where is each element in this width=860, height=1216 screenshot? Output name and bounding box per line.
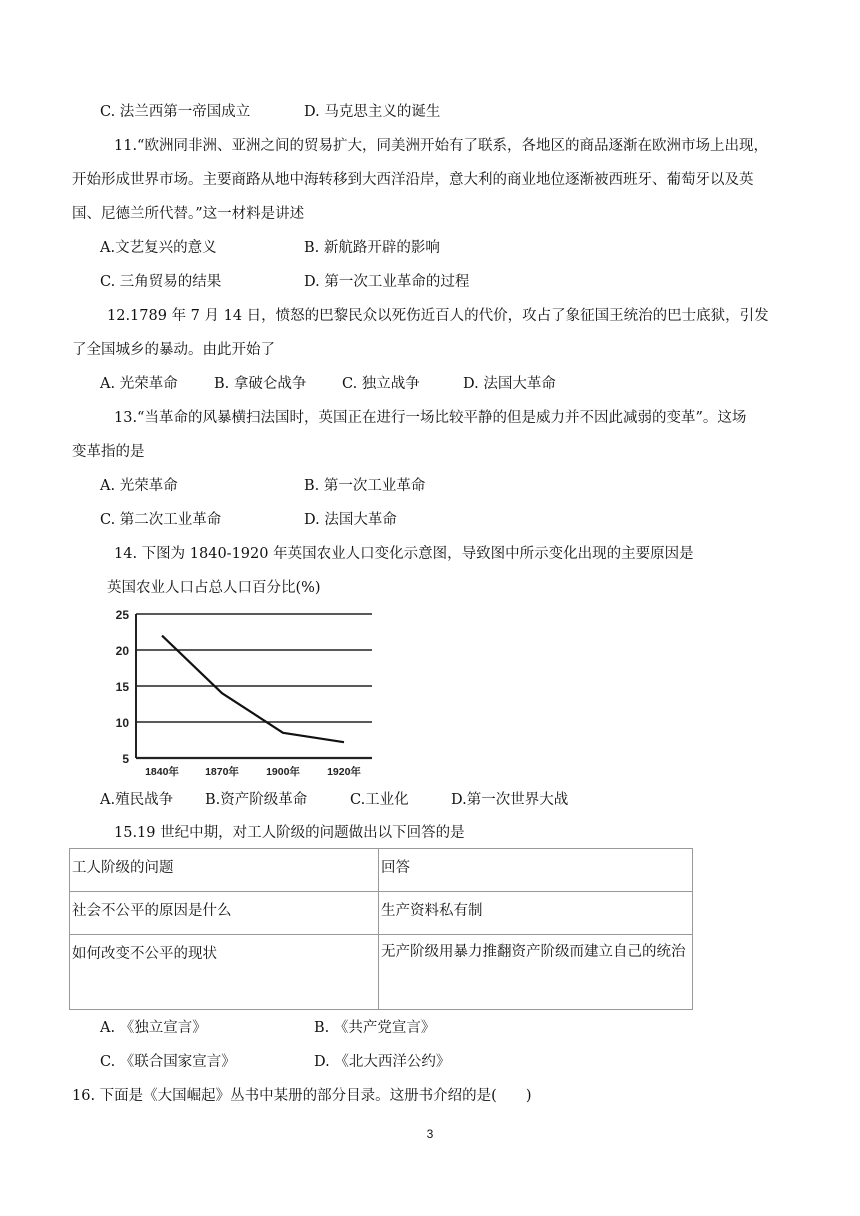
- chart-series: [162, 636, 344, 743]
- chart-x-tick-label: 1840年: [145, 766, 179, 778]
- q11-option-b: B. 新航路开辟的影响: [304, 240, 440, 256]
- q11-option-a: A.文艺复兴的意义: [100, 240, 217, 256]
- q11-option-c: C. 三角贸易的结果: [100, 274, 222, 290]
- q12-stem-line1: 12.1789 年 7 月 14 日，愤怒的巴黎民众以死伤近百人的代价，攻占了象征国王统治的巴士底狱，引发: [107, 308, 769, 324]
- q13-option-c: C. 第二次工业革命: [100, 512, 222, 528]
- agri-population-chart: [100, 605, 390, 780]
- q11-option-d: D. 第一次工业革命的过程: [304, 274, 470, 290]
- q12-option-d: D. 法国大革命: [463, 376, 556, 392]
- q11-stem-line3: 国、尼德兰所代替。”这一材料是讲述: [72, 206, 305, 222]
- chart-y-tick-label: 25: [115, 608, 129, 622]
- chart-title: 英国农业人口占总人口百分比(%): [107, 580, 321, 596]
- q14-option-a: A.殖民战争: [100, 792, 174, 808]
- q13-option-a: A. 光荣革命: [100, 478, 178, 494]
- q13-option-b: B. 第一次工业革命: [304, 478, 426, 494]
- table-header-cell: 工人阶级的问题: [70, 849, 379, 892]
- q15-stem: 15.19 世纪中期，对工人阶级的问题做出以下回答的是: [114, 825, 465, 841]
- q12-option-c: C. 独立战争: [342, 376, 420, 392]
- q13-stem-line1: 13.“当革命的风暴横扫法国时，英国正在进行一场比较平静的但是威力并不因此减弱的变革”。这场: [114, 410, 747, 426]
- chart-x-tick-label: 1870年: [205, 766, 239, 778]
- chart-y-tick-label: 20: [115, 644, 129, 658]
- chart-y-tick-label: 5: [122, 752, 129, 766]
- q10-option-c: C. 法兰西第一帝国成立: [100, 104, 251, 120]
- q13-stem-line2: 变革指的是: [72, 444, 145, 460]
- q14-option-b: B.资产阶级革命: [205, 792, 308, 808]
- table-cell: 如何改变不公平的现状: [70, 935, 379, 1010]
- table-cell: 社会不公平的原因是什么: [70, 892, 379, 935]
- chart-gridlines: [136, 614, 372, 758]
- page-number: 3: [426, 1127, 434, 1141]
- chart-y-ticks: [116, 608, 130, 766]
- table-header-cell: 回答: [379, 849, 693, 892]
- q15-table: [69, 848, 693, 1010]
- chart-x-tick-label: 1900年: [266, 766, 300, 778]
- q16-stem: 16. 下面是《大国崛起》丛书中某册的部分目录。这册书介绍的是( ): [72, 1088, 532, 1104]
- chart-x-tick-label: 1920年: [327, 766, 361, 778]
- q14-option-c: C.工业化: [350, 792, 409, 808]
- q15-option-b: B. 《共产党宣言》: [314, 1020, 436, 1036]
- table-row: [70, 935, 693, 1010]
- q14-stem: 14. 下图为 1840-1920 年英国农业人口变化示意图，导致图中所示变化出现的主要原因是: [114, 546, 694, 562]
- table-cell: 生产资料私有制: [379, 892, 693, 935]
- chart-y-tick-label: 15: [115, 680, 129, 694]
- q15-option-a: A. 《独立宣言》: [100, 1020, 207, 1036]
- q15-option-d: D. 《北大西洋公约》: [314, 1054, 451, 1070]
- table-cell: 无产阶级用暴力推翻资产阶级而建立自己的统治: [379, 935, 693, 1010]
- q11-stem-line2: 开始形成世界市场。主要商路从地中海转移到大西洋沿岸，意大利的商业地位逐渐被西班牙、葡萄牙以及英: [72, 172, 754, 188]
- chart-y-tick-label: 10: [115, 716, 129, 730]
- table-row: [70, 849, 693, 892]
- chart-x-ticks: [145, 765, 361, 778]
- q11-stem-line1: 11.“欧洲同非洲、亚洲之间的贸易扩大，同美洲开始有了联系，各地区的商品逐渐在欧洲市场上出现，: [114, 138, 768, 154]
- q12-option-a: A. 光荣革命: [100, 376, 178, 392]
- q10-option-d: D. 马克思主义的诞生: [304, 104, 441, 120]
- chart-series-line: [162, 636, 344, 743]
- q13-option-d: D. 法国大革命: [304, 512, 397, 528]
- q15-option-c: C. 《联合国家宣言》: [100, 1054, 236, 1070]
- q14-option-d: D.第一次世界大战: [451, 792, 569, 808]
- table-row: [70, 892, 693, 935]
- q12-stem-line2: 了全国城乡的暴动。由此开始了: [72, 342, 275, 358]
- q12-option-b: B. 拿破仑战争: [214, 376, 307, 392]
